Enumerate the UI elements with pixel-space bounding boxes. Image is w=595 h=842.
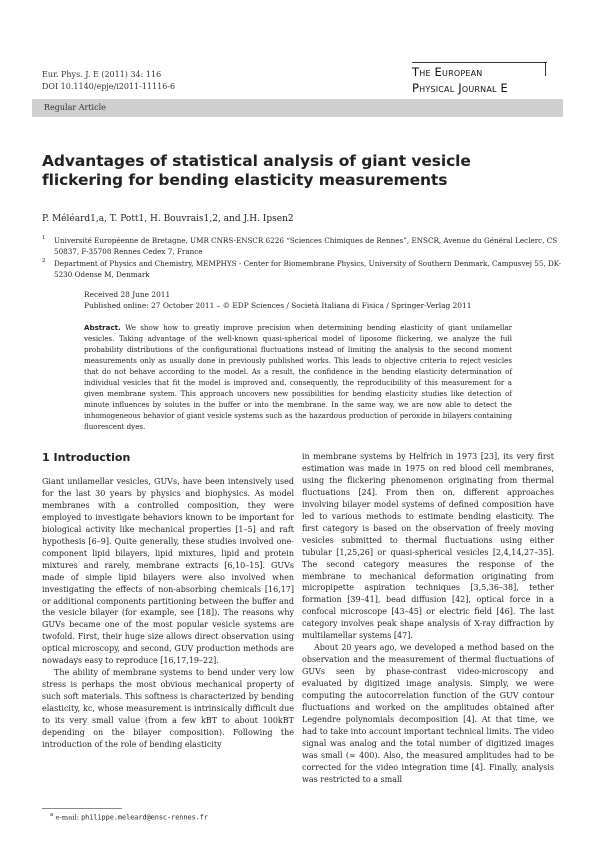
section-heading: 1 Introduction xyxy=(42,451,131,464)
paragraph: The ability of membrane systems to bend under very low stress is perhaps the most obvious mechanical property of such soft materials. This softness is characterized by bending elasticity, kc, whose measurement is intrinsically difficult due to its very small value (from a few kBT to about 100kBT depending on the bilayer composition). Following the introduction of the role of bending elasticity xyxy=(42,668,294,749)
authors: P. Méléard1,a, T. Pott1, H. Bouvrais1,2, and J.H. Ipsen2 xyxy=(42,214,294,224)
journal-reference xyxy=(42,69,175,93)
affiliation-text: Department of Physics and Chemistry, MEMPHYS - Center for Biomembrane Physics, University of Southern Denmark, Campusvej 55, DK-5230 Odense M, Denmark xyxy=(54,259,562,279)
abstract-label: Abstract. xyxy=(84,323,121,332)
abstract-text: We show how to greatly improve precision when determining bending elasticity of giant unilamellar vesicles. Taking advantage of the well-known quasi-spherical model of liposome flickering, we analyze the full probability distributions of the configurational fluctuations instead of limiting the analysis to the second moment measurements only as usually done in previously published works. This leads to objective criteria to reject vesicles that do not behave according to the model. As a result, the confidence in the bending elasticity determination of individual vesicles that fit the model is improved and, consequently, the reproducibility of this measurement for a given membrane system. This approach uncovers new possibilities for bending elasticity studies like detection of minute influences by solutes in the buffer or into the membrane. In the same way, we are now able to detect the inhomogeneous behavior of giant vesicle systems such as the hazardous production of peroxide in bilayers containing fluorescent dyes. xyxy=(84,323,512,431)
paper-title: Advantages of statistical analysis of giant vesicle flickering for bending elasticity measurements xyxy=(42,152,471,189)
footnote xyxy=(50,812,208,821)
paragraph: in membrane systems by Helfrich in 1973 [23], its very first estimation was made in 1975 on red blood cell membranes, using the flickering phenomenon originating from thermal fluctuations [24]. From then on, different approaches involving bilayer model systems of defined composition have led to various methods to estimate bending elasticity. The first category is based on the observation of freely moving vesicles submitted to thermal fluctuations using either tubular [1,25,26] or quasi-spherical vesicles [2,4,14,27–35]. The second category measures the response of the membrane to mechanical deformation originating from micropipette aspiration techniques [3,5,36–38], tether formation [39–41], bead diffusion [42], optical force in a confocal microscope [43–45] or electric field [46]. The last category involves peak shape analysis of X-ray diffraction by multilamellar systems [47]. xyxy=(302,452,554,641)
left-column xyxy=(42,476,294,751)
footnote-rule xyxy=(42,808,122,809)
journal-name-line1: The European xyxy=(412,65,483,79)
affiliation-number: 2 xyxy=(42,258,46,264)
journal-name xyxy=(412,64,547,96)
publication-dates xyxy=(84,289,471,311)
email-link[interactable]: philippe.meleard@ensc-rennes.fr xyxy=(81,813,208,822)
received-date: Received 28 June 2011 xyxy=(84,290,171,299)
journal-rule xyxy=(412,62,547,63)
right-column xyxy=(302,451,554,786)
footnote-label: e-mail: xyxy=(55,813,79,822)
affiliation-text: Université Européenne de Bretagne, UMR CNRS-ENSCR 6226 “Sciences Chimiques de Rennes”, ENSCR, Avenue du Général Leclerc, CS 50837, F-35708 Rennes Cedex 7, France xyxy=(54,236,558,256)
footnote-marker: a xyxy=(50,812,54,818)
journal-name-line2: Physical Journal E xyxy=(412,81,508,95)
article-type-band xyxy=(32,99,563,117)
abstract xyxy=(84,322,512,432)
affiliation-2 xyxy=(42,258,562,280)
paragraph: About 20 years ago, we developed a method based on the observation and the measurement of thermal fluctuations of GUVs seen by phase-contrast video-microscopy and evaluated by digitized image analysis. Simply, we were computing the autocorrelation function of the GUV contour fluctuations and worked on the amplitudes obtained after Legendre polynomials decomposition [4]. At that time, we had to take into account important technical limits. The video signal was analog and the total number of digitized images was small (≈ 400). Also, the measured amplitudes had to be corrected for the video integration time [4]. Finally, analysis was restricted to a small xyxy=(302,643,554,784)
affiliation-number: 1 xyxy=(42,235,46,241)
paragraph: Giant unilamellar vesicles, GUVs, have been intensively used for the last 30 years by physics and biophysics. As model membranes with a controlled composition, they were employed to investigate behaviors known to be important for biological activity like mechanical properties [1–5] and raft hypothesis [6–9]. Quite generally, these studies involved one-component lipid bilayers, lipid mixtures, lipid and protein mixtures and rarely, membrane extracts [6,10–15]. GUVs made of simple lipid bilayers were also involved when investigating the effects of non-absorbing chemicals [16,17] or additional components partitioning between the buffer and the vesicle bilayer (for example, see [18]). The reasons why GUVs became one of the most popular vesicle systems are twofold. First, their huge size allows direct observation using optical microscopy, and second, GUV production methods are nowadays easy to reproduce [16,17,19–22]. xyxy=(42,477,294,666)
doi: DOI 10.1140/epje/i2011-11116-6 xyxy=(42,82,176,91)
journal-citation: Eur. Phys. J. E (2011) 34: 116 xyxy=(42,70,162,79)
article-type: Regular Article xyxy=(44,103,106,112)
journal-rule-vertical xyxy=(545,62,546,76)
affiliation-1 xyxy=(42,235,562,257)
published-date: Published online: 27 October 2011 – © EDP Sciences / Società Italiana di Fisica / Springer-Verlag 2011 xyxy=(84,301,472,310)
